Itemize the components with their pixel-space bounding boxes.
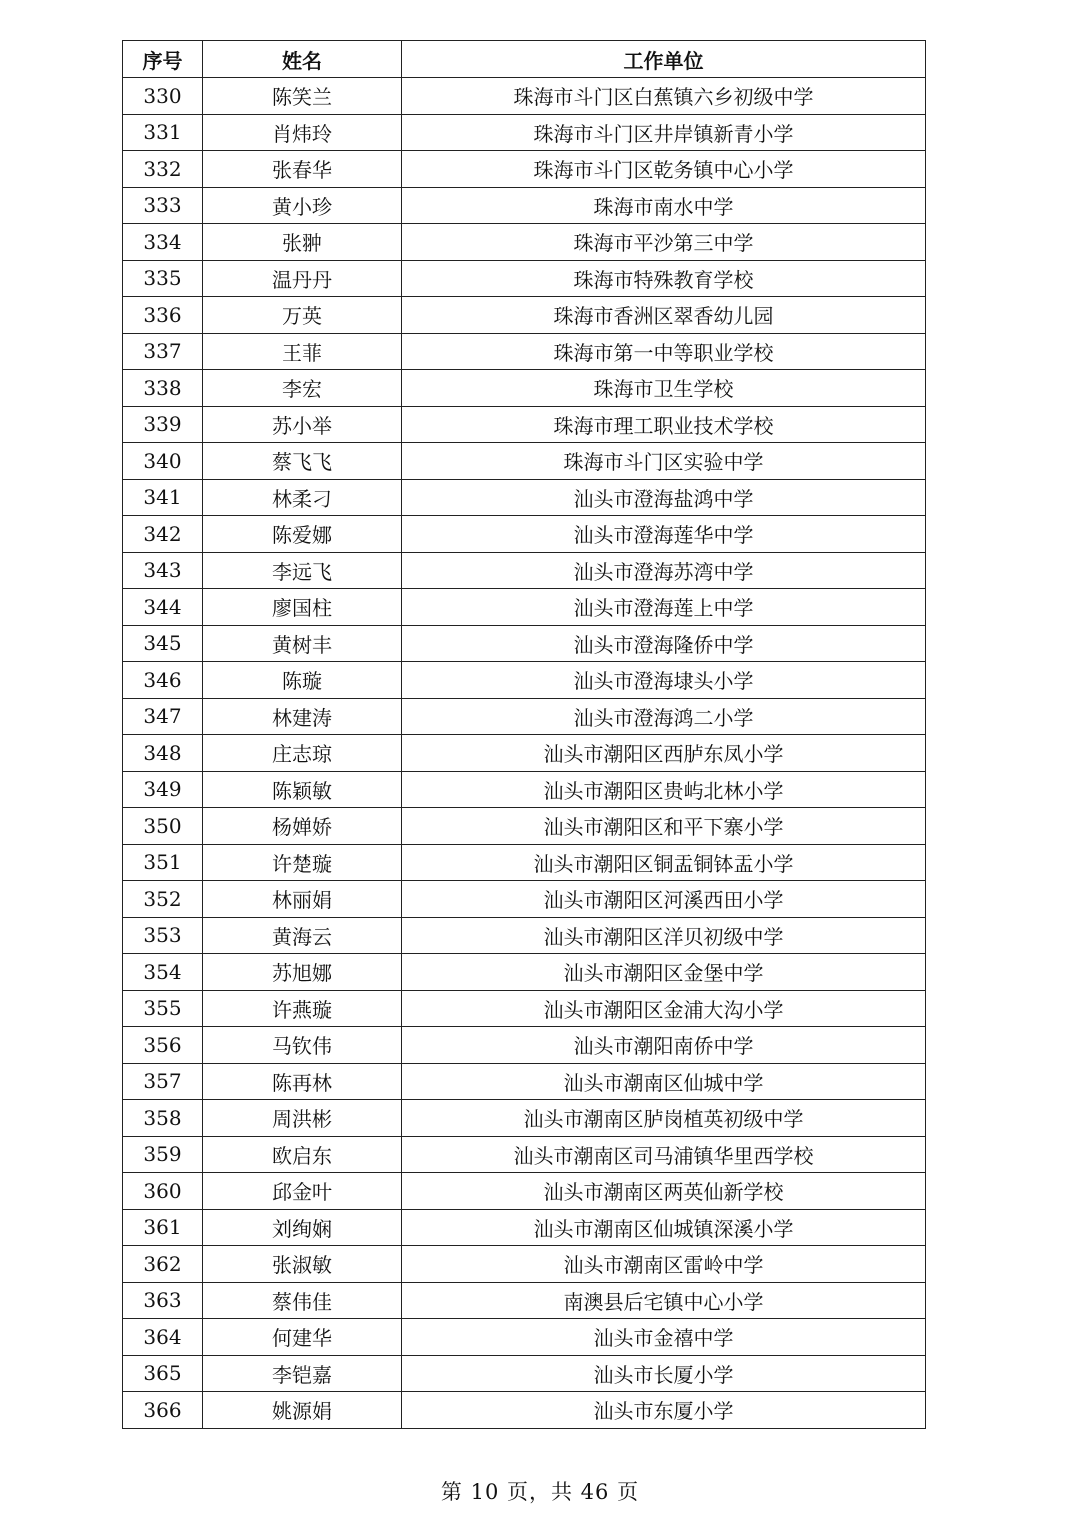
cell-index: 331 [123, 114, 203, 151]
cell-name: 张春华 [203, 151, 402, 188]
cell-workplace: 汕头市潮阳区和平下寨小学 [402, 808, 926, 845]
cell-name: 陈笑兰 [203, 78, 402, 115]
table-row [123, 808, 926, 845]
cell-name: 李宏 [203, 370, 402, 407]
table-row [123, 297, 926, 334]
cell-name: 陈颖敏 [203, 771, 402, 808]
cell-workplace: 汕头市澄海鸿二小学 [402, 698, 926, 735]
cell-name: 廖国柱 [203, 589, 402, 626]
cell-index: 333 [123, 187, 203, 224]
table-row [123, 1282, 926, 1319]
cell-index: 359 [123, 1136, 203, 1173]
table-row [123, 370, 926, 407]
cell-name: 何建华 [203, 1319, 402, 1356]
cell-index: 330 [123, 78, 203, 115]
cell-workplace: 汕头市潮南区仙城中学 [402, 1063, 926, 1100]
cell-name: 黄海云 [203, 917, 402, 954]
cell-workplace: 南澳县后宅镇中心小学 [402, 1282, 926, 1319]
cell-workplace: 汕头市潮南区胪岗植英初级中学 [402, 1100, 926, 1137]
table-row [123, 479, 926, 516]
table-row [123, 844, 926, 881]
cell-name: 万英 [203, 297, 402, 334]
cell-index: 357 [123, 1063, 203, 1100]
table-row [123, 114, 926, 151]
table-row [123, 990, 926, 1027]
cell-index: 335 [123, 260, 203, 297]
cell-workplace: 汕头市潮阳区河溪西田小学 [402, 881, 926, 918]
cell-name: 林建涛 [203, 698, 402, 735]
table-row [123, 552, 926, 589]
cell-index: 366 [123, 1392, 203, 1429]
cell-index: 344 [123, 589, 203, 626]
cell-name: 许楚璇 [203, 844, 402, 881]
cell-name: 林丽娟 [203, 881, 402, 918]
table-row [123, 771, 926, 808]
cell-workplace: 珠海市斗门区实验中学 [402, 443, 926, 480]
cell-name: 林柔刁 [203, 479, 402, 516]
table-row [123, 698, 926, 735]
cell-workplace: 珠海市斗门区白蕉镇六乡初级中学 [402, 78, 926, 115]
cell-index: 341 [123, 479, 203, 516]
roster-table [122, 40, 926, 1429]
cell-name: 黄树丰 [203, 625, 402, 662]
cell-workplace: 珠海市香洲区翠香幼儿园 [402, 297, 926, 334]
cell-workplace: 汕头市潮阳区洋贝初级中学 [402, 917, 926, 954]
cell-name: 蔡伟佳 [203, 1282, 402, 1319]
cell-name: 苏旭娜 [203, 954, 402, 991]
cell-index: 336 [123, 297, 203, 334]
table-row [123, 224, 926, 261]
table-row [123, 1392, 926, 1429]
cell-name: 李铠嘉 [203, 1355, 402, 1392]
cell-name: 王菲 [203, 333, 402, 370]
table-row [123, 954, 926, 991]
cell-index: 353 [123, 917, 203, 954]
table-row [123, 625, 926, 662]
cell-workplace: 汕头市潮阳区金堡中学 [402, 954, 926, 991]
cell-index: 355 [123, 990, 203, 1027]
table-body [123, 78, 926, 1429]
table-row [123, 187, 926, 224]
cell-workplace: 汕头市潮南区两英仙新学校 [402, 1173, 926, 1210]
cell-index: 349 [123, 771, 203, 808]
table-row [123, 443, 926, 480]
cell-index: 361 [123, 1209, 203, 1246]
cell-workplace: 汕头市澄海隆侨中学 [402, 625, 926, 662]
cell-name: 李远飞 [203, 552, 402, 589]
cell-name: 黄小珍 [203, 187, 402, 224]
cell-workplace: 汕头市潮阳区铜盂铜钵盂小学 [402, 844, 926, 881]
cell-workplace: 汕头市长厦小学 [402, 1355, 926, 1392]
cell-name: 陈璇 [203, 662, 402, 699]
cell-workplace: 汕头市澄海莲上中学 [402, 589, 926, 626]
table-row [123, 881, 926, 918]
cell-workplace: 珠海市第一中等职业学校 [402, 333, 926, 370]
cell-workplace: 汕头市潮阳南侨中学 [402, 1027, 926, 1064]
table-row [123, 735, 926, 772]
cell-workplace: 珠海市斗门区乾务镇中心小学 [402, 151, 926, 188]
table-row [123, 78, 926, 115]
header-index: 序号 [123, 41, 203, 78]
cell-index: 347 [123, 698, 203, 735]
cell-name: 苏小举 [203, 406, 402, 443]
table-row [123, 1209, 926, 1246]
cell-index: 339 [123, 406, 203, 443]
cell-workplace: 汕头市潮阳区金浦大沟小学 [402, 990, 926, 1027]
table-row [123, 1319, 926, 1356]
header-name: 姓名 [203, 41, 402, 78]
table-row [123, 1355, 926, 1392]
cell-workplace: 汕头市东厦小学 [402, 1392, 926, 1429]
cell-name: 陈爱娜 [203, 516, 402, 553]
cell-workplace: 汕头市潮南区雷岭中学 [402, 1246, 926, 1283]
cell-name: 欧启东 [203, 1136, 402, 1173]
cell-workplace: 汕头市金禧中学 [402, 1319, 926, 1356]
cell-index: 343 [123, 552, 203, 589]
cell-workplace: 汕头市潮阳区贵屿北林小学 [402, 771, 926, 808]
cell-name: 温丹丹 [203, 260, 402, 297]
cell-workplace: 汕头市潮南区仙城镇深溪小学 [402, 1209, 926, 1246]
table-row [123, 406, 926, 443]
cell-name: 刘绚娴 [203, 1209, 402, 1246]
table-row [123, 589, 926, 626]
cell-index: 360 [123, 1173, 203, 1210]
cell-name: 杨婵娇 [203, 808, 402, 845]
table-row [123, 1173, 926, 1210]
page-footer: 第 10 页，共 46 页 [440, 1480, 640, 1504]
cell-index: 352 [123, 881, 203, 918]
table-row [123, 151, 926, 188]
cell-index: 338 [123, 370, 203, 407]
cell-name: 许燕璇 [203, 990, 402, 1027]
table-row [123, 333, 926, 370]
cell-name: 肖炜玲 [203, 114, 402, 151]
cell-index: 351 [123, 844, 203, 881]
cell-name: 邱金叶 [203, 1173, 402, 1210]
cell-name: 陈再林 [203, 1063, 402, 1100]
table-row [123, 516, 926, 553]
cell-index: 362 [123, 1246, 203, 1283]
cell-workplace: 汕头市澄海盐鸿中学 [402, 479, 926, 516]
cell-workplace: 珠海市特殊教育学校 [402, 260, 926, 297]
cell-index: 337 [123, 333, 203, 370]
cell-name: 张翀 [203, 224, 402, 261]
cell-name: 马钦伟 [203, 1027, 402, 1064]
cell-workplace: 汕头市澄海埭头小学 [402, 662, 926, 699]
cell-index: 340 [123, 443, 203, 480]
cell-index: 350 [123, 808, 203, 845]
cell-workplace: 珠海市理工职业技术学校 [402, 406, 926, 443]
table-row [123, 662, 926, 699]
table-row [123, 1027, 926, 1064]
cell-index: 364 [123, 1319, 203, 1356]
table-row [123, 1246, 926, 1283]
cell-workplace: 汕头市澄海莲华中学 [402, 516, 926, 553]
cell-name: 张淑敏 [203, 1246, 402, 1283]
cell-workplace: 珠海市斗门区井岸镇新青小学 [402, 114, 926, 151]
table-row [123, 260, 926, 297]
cell-index: 346 [123, 662, 203, 699]
cell-index: 332 [123, 151, 203, 188]
cell-index: 363 [123, 1282, 203, 1319]
cell-name: 姚源娟 [203, 1392, 402, 1429]
cell-workplace: 汕头市潮南区司马浦镇华里西学校 [402, 1136, 926, 1173]
cell-workplace: 珠海市南水中学 [402, 187, 926, 224]
cell-workplace: 珠海市平沙第三中学 [402, 224, 926, 261]
cell-name: 蔡飞飞 [203, 443, 402, 480]
cell-index: 334 [123, 224, 203, 261]
table-row [123, 917, 926, 954]
cell-index: 342 [123, 516, 203, 553]
cell-workplace: 汕头市潮阳区西胪东凤小学 [402, 735, 926, 772]
cell-index: 365 [123, 1355, 203, 1392]
cell-index: 358 [123, 1100, 203, 1137]
cell-index: 348 [123, 735, 203, 772]
table-header-row [123, 41, 926, 78]
cell-name: 庄志琼 [203, 735, 402, 772]
cell-workplace: 汕头市澄海苏湾中学 [402, 552, 926, 589]
cell-index: 354 [123, 954, 203, 991]
table-row [123, 1136, 926, 1173]
table-row [123, 1063, 926, 1100]
cell-index: 356 [123, 1027, 203, 1064]
table-row [123, 1100, 926, 1137]
cell-name: 周洪彬 [203, 1100, 402, 1137]
header-workplace: 工作单位 [402, 41, 926, 78]
cell-workplace: 珠海市卫生学校 [402, 370, 926, 407]
cell-index: 345 [123, 625, 203, 662]
